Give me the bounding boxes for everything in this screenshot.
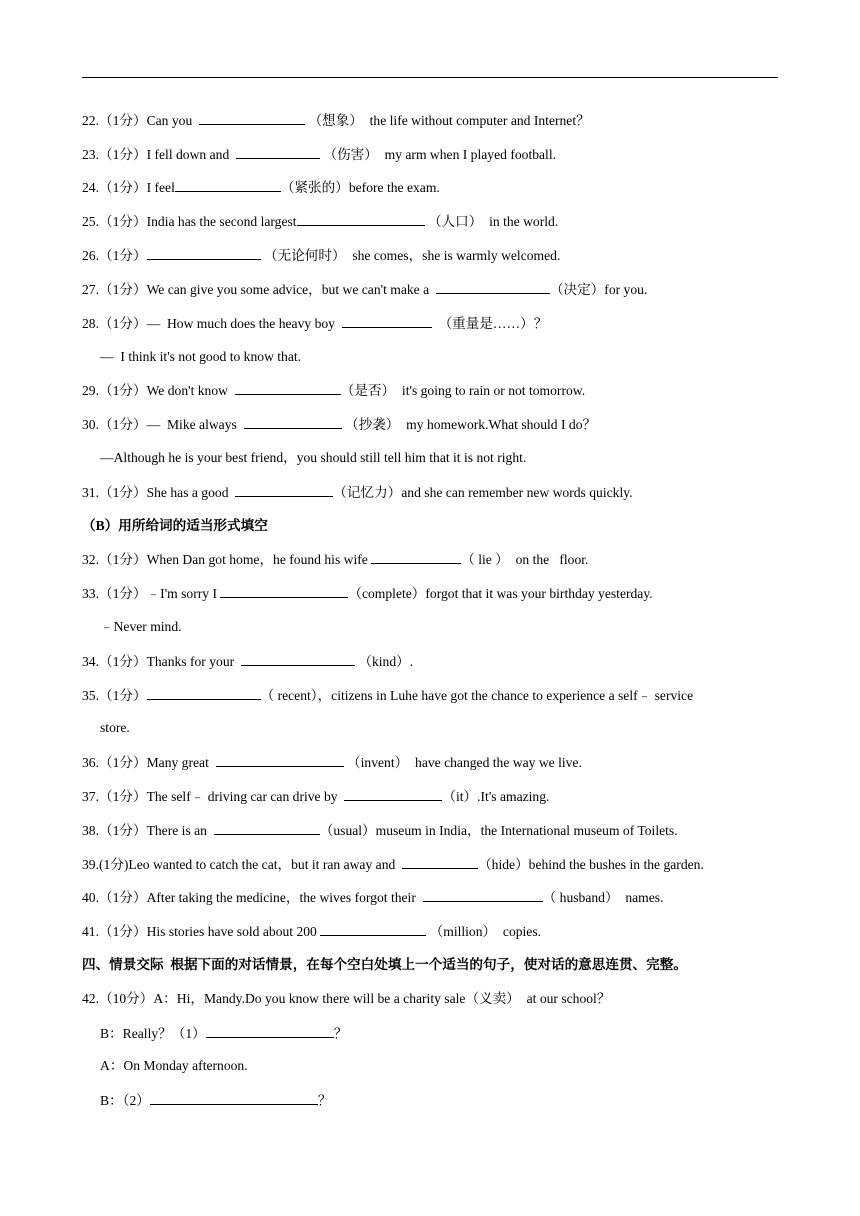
- question-text: ？: [333, 1026, 348, 1041]
- question-text: （ husband） names.: [542, 890, 664, 905]
- question-text: （记忆力）and she can remember new words quickly.: [333, 485, 633, 500]
- question-text: （重量是……）？: [431, 316, 548, 331]
- question-text: ﹣Never mind.: [100, 619, 182, 634]
- answer-blank[interactable]: [241, 651, 355, 666]
- question-text: （hide）behind the bushes in the garden.: [478, 857, 704, 872]
- question-text: （伤害） my arm when I played football.: [320, 147, 556, 162]
- question-text: 29.（1分）We don't know: [82, 383, 235, 398]
- section-heading: [82, 955, 687, 975]
- question-text: （想象） the life without computer and Internet？: [305, 113, 590, 128]
- question-text: 41.（1分）His stories have sold about 200: [82, 924, 321, 939]
- question-text: 27.（1分）We can give you some advice，but we can't make a: [82, 282, 436, 297]
- question-line: [82, 887, 663, 908]
- question-line: [82, 313, 547, 334]
- question-line: [82, 380, 585, 401]
- answer-blank[interactable]: [423, 887, 543, 902]
- question-line: [82, 921, 541, 942]
- question-text: 26.（1分）: [82, 248, 147, 263]
- answer-blank[interactable]: [147, 685, 261, 700]
- question-line: [82, 279, 647, 300]
- question-text: 22.（1分）Can you: [82, 113, 200, 128]
- question-line: [82, 110, 590, 131]
- question-text: （是否） it's going to rain or not tomorrow.: [340, 383, 586, 398]
- question-line: [82, 820, 678, 841]
- answer-blank[interactable]: [244, 414, 342, 429]
- question-text: 31.（1分）She has a good: [82, 485, 236, 500]
- question-text: 四、情景交际 根据下面的对话情景，在每个空白处填上一个适当的句子，使对话的意思连贯、完整。: [82, 957, 687, 972]
- question-line: [100, 1023, 347, 1044]
- answer-blank[interactable]: [214, 820, 320, 835]
- answer-blank[interactable]: [235, 482, 333, 497]
- answer-blank[interactable]: [344, 786, 442, 801]
- question-line: [82, 752, 582, 773]
- question-text: （complete）forgot that it was your birthday yesterday.: [348, 586, 653, 601]
- question-text: 42.（10分）A：Hi，Mandy.Do you know there will be a charity sale（义卖） at our school？: [82, 991, 611, 1006]
- answer-blank[interactable]: [236, 144, 320, 159]
- question-line: [82, 854, 704, 875]
- question-text: 39.(1分)Leo wanted to catch the cat，but it ran away and: [82, 857, 403, 872]
- question-text: —Although he is your best friend，you should still tell him that it is not right.: [100, 450, 527, 465]
- question-text: （抄袭） my homework.What should I do？: [341, 417, 597, 432]
- answer-blank[interactable]: [147, 245, 261, 260]
- question-line: [100, 347, 301, 367]
- question-text: B：Really？（1）: [100, 1026, 206, 1041]
- answer-blank[interactable]: [235, 380, 341, 395]
- question-text: 33.（1分）﹣I'm sorry I: [82, 586, 221, 601]
- question-text: store.: [100, 720, 130, 735]
- answer-blank[interactable]: [342, 313, 432, 328]
- answer-blank[interactable]: [320, 921, 426, 936]
- answer-blank[interactable]: [297, 211, 425, 226]
- question-text: 36.（1分）Many great: [82, 755, 216, 770]
- header-rule: [82, 77, 778, 78]
- question-text: （人口） in the world.: [424, 214, 559, 229]
- question-text: 35.（1分）: [82, 688, 147, 703]
- question-text: 37.（1分）The self﹣ driving car can drive by: [82, 789, 345, 804]
- question-text: （ lie ） on the floor.: [461, 552, 589, 567]
- question-text: （it）.It's amazing.: [442, 789, 550, 804]
- question-line: [82, 583, 653, 604]
- section-heading: [82, 516, 268, 536]
- question-text: （紧张的）before the exam.: [280, 180, 440, 195]
- question-line: [82, 482, 633, 503]
- answer-blank[interactable]: [206, 1023, 334, 1038]
- question-text: 34.（1分）Thanks for your: [82, 654, 241, 669]
- question-text: ？: [317, 1093, 332, 1108]
- question-text: 40.（1分）After taking the medicine，the wives forgot their: [82, 890, 423, 905]
- question-text: 23.（1分）I fell down and: [82, 147, 237, 162]
- question-line: [82, 144, 556, 165]
- question-line: [100, 1056, 248, 1076]
- question-text: （invent） have changed the way we live.: [343, 755, 582, 770]
- question-line: [82, 786, 549, 807]
- question-text: — I think it's not good to know that.: [100, 349, 302, 364]
- question-line: [82, 177, 440, 198]
- answer-blank[interactable]: [371, 549, 461, 564]
- question-line: [82, 549, 588, 570]
- question-line: [82, 651, 413, 672]
- question-line: [100, 1090, 331, 1111]
- question-text: 38.（1分）There is an: [82, 823, 214, 838]
- answer-blank[interactable]: [175, 177, 281, 192]
- answer-blank[interactable]: [220, 583, 348, 598]
- question-text: 28.（1分）— How much does the heavy boy: [82, 316, 342, 331]
- question-text: 32.（1分）When Dan got home，he found his wife: [82, 552, 372, 567]
- question-text: （B）用所给词的适当形式填空: [82, 518, 268, 533]
- answer-blank[interactable]: [199, 110, 305, 125]
- question-text: 25.（1分）India has the second largest: [82, 214, 297, 229]
- question-text: （决定）for you.: [549, 282, 648, 297]
- question-text: （usual）museum in India，the International museum of Toilets.: [319, 823, 678, 838]
- question-line: [82, 211, 558, 232]
- answer-blank[interactable]: [216, 752, 344, 767]
- question-text: 30.（1分）— Mike always: [82, 417, 244, 432]
- question-text: （kind）.: [354, 654, 414, 669]
- answer-blank[interactable]: [150, 1090, 318, 1105]
- question-line: [82, 414, 596, 435]
- answer-blank[interactable]: [436, 279, 550, 294]
- question-text: B：（2）: [100, 1093, 150, 1108]
- question-line: [82, 245, 560, 266]
- question-line: [100, 448, 526, 468]
- question-line: [100, 617, 182, 637]
- question-text: （million） copies.: [426, 924, 542, 939]
- question-text: A：On Monday afternoon.: [100, 1058, 248, 1073]
- question-line: [82, 685, 693, 706]
- question-text: （无论何时） she comes，she is warmly welcomed.: [260, 248, 561, 263]
- question-line: [82, 989, 610, 1009]
- question-text: （ recent），citizens in Luhe have got the chance to experience a self﹣ service: [260, 688, 694, 703]
- answer-blank[interactable]: [402, 854, 478, 869]
- question-text: 24.（1分）I feel: [82, 180, 175, 195]
- question-line: [100, 718, 130, 738]
